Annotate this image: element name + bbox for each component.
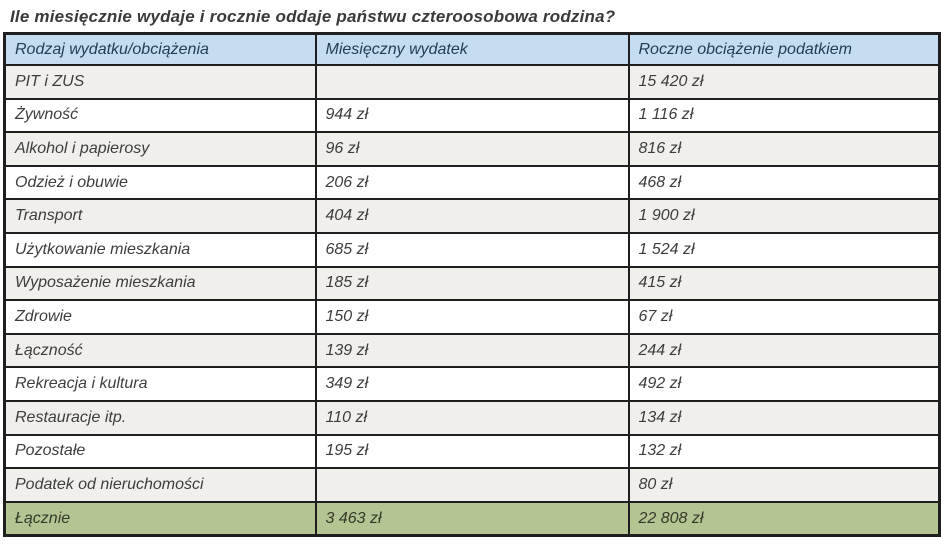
cell-monthly: 944 zł	[316, 99, 629, 133]
table-row-total	[5, 502, 940, 536]
cell-yearly: 1 524 zł	[629, 233, 940, 267]
table-row-zdrowie	[5, 300, 940, 334]
table-row-uzytkowanie-mieszkania	[5, 233, 940, 267]
cell-category: PIT i ZUS	[5, 65, 316, 99]
cell-yearly: 816 zł	[629, 132, 940, 166]
cell-yearly: 415 zł	[629, 267, 940, 301]
cell-category: Alkohol i papierosy	[5, 132, 316, 166]
total-label: Łącznie	[5, 502, 316, 536]
cell-category: Restauracje itp.	[5, 401, 316, 435]
table-row-pozostale	[5, 435, 940, 469]
table-row-pit-i-zus	[5, 65, 940, 99]
table-row-odziez-i-obuwie	[5, 166, 940, 200]
cell-monthly	[316, 65, 629, 99]
cell-yearly: 244 zł	[629, 334, 940, 368]
table-row-lacznosc	[5, 334, 940, 368]
cell-yearly: 134 zł	[629, 401, 940, 435]
cell-yearly: 15 420 zł	[629, 65, 940, 99]
table-row-wyposazenie-mieszkania	[5, 267, 940, 301]
table-row-zywnosc	[5, 99, 940, 133]
cell-monthly: 195 zł	[316, 435, 629, 469]
cell-category: Pozostałe	[5, 435, 316, 469]
cell-monthly: 150 zł	[316, 300, 629, 334]
cell-monthly: 139 zł	[316, 334, 629, 368]
page-title: Ile miesięcznie wydaje i rocznie oddaje państwu czteroosobowa rodzina?	[10, 7, 616, 26]
header-row	[5, 34, 940, 66]
cell-monthly	[316, 468, 629, 502]
cell-category: Użytkowanie mieszkania	[5, 233, 316, 267]
cell-yearly: 1 900 zł	[629, 199, 940, 233]
cell-monthly: 404 zł	[316, 199, 629, 233]
cell-monthly: 349 zł	[316, 367, 629, 401]
cell-yearly: 132 zł	[629, 435, 940, 469]
cell-yearly: 80 zł	[629, 468, 940, 502]
cell-category: Podatek od nieruchomości	[5, 468, 316, 502]
table-row-rekreacja-i-kultura	[5, 367, 940, 401]
table-row-podatek-od-nieruchomosci	[5, 468, 940, 502]
cell-category: Zdrowie	[5, 300, 316, 334]
table-row-transport	[5, 199, 940, 233]
header-monthly-expense: Miesięczny wydatek	[316, 34, 629, 66]
cell-yearly: 468 zł	[629, 166, 940, 200]
cell-category: Łączność	[5, 334, 316, 368]
cell-monthly: 685 zł	[316, 233, 629, 267]
cell-yearly: 1 116 zł	[629, 99, 940, 133]
cell-category: Rekreacja i kultura	[5, 367, 316, 401]
total-monthly: 3 463 zł	[316, 502, 629, 536]
cell-category: Odzież i obuwie	[5, 166, 316, 200]
header-yearly-tax: Roczne obciążenie podatkiem	[629, 34, 940, 66]
header-expense-type: Rodzaj wydatku/obciążenia	[5, 34, 316, 66]
table-row-restauracje	[5, 401, 940, 435]
cell-category: Żywność	[5, 99, 316, 133]
cell-yearly: 67 zł	[629, 300, 940, 334]
cell-monthly: 185 zł	[316, 267, 629, 301]
cell-yearly: 492 zł	[629, 367, 940, 401]
total-yearly: 22 808 zł	[629, 502, 940, 536]
expense-table	[3, 32, 941, 537]
cell-category: Transport	[5, 199, 316, 233]
cell-monthly: 110 zł	[316, 401, 629, 435]
cell-monthly: 206 zł	[316, 166, 629, 200]
table-row-alkohol-i-papierosy	[5, 132, 940, 166]
cell-category: Wyposażenie mieszkania	[5, 267, 316, 301]
cell-monthly: 96 zł	[316, 132, 629, 166]
